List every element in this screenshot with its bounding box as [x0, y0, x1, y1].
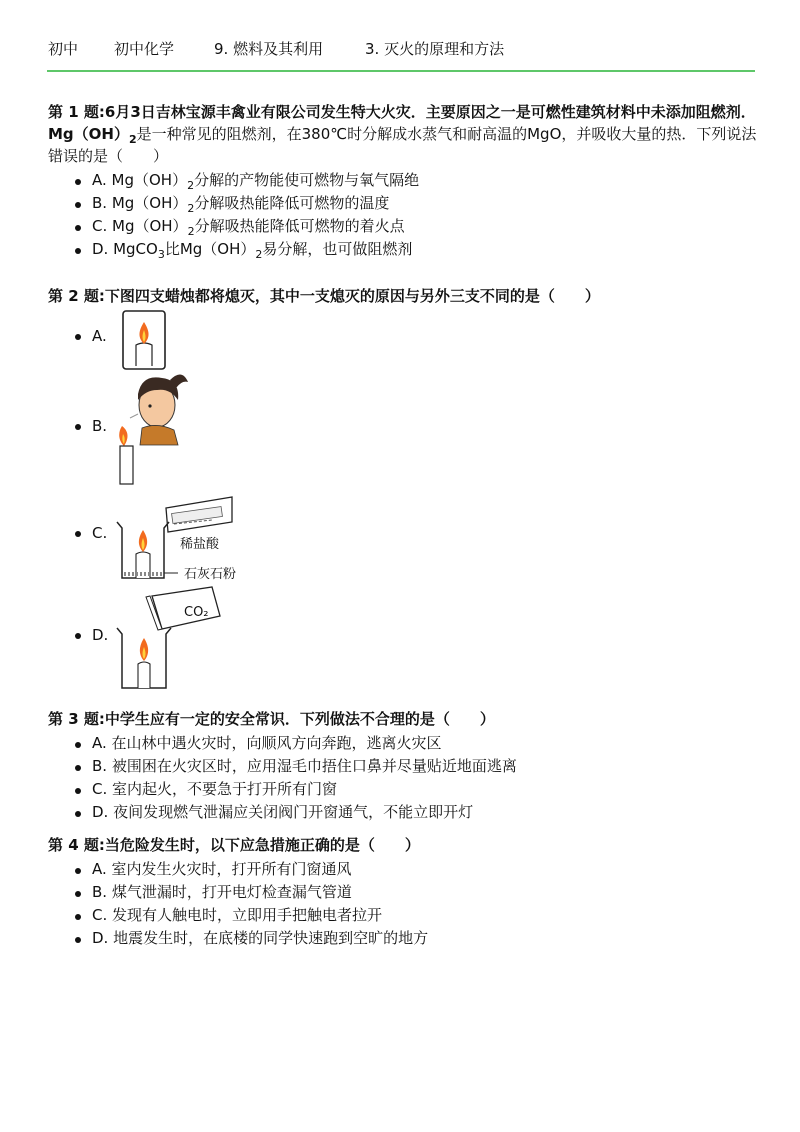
acid-on-limestone-figure: [112, 492, 262, 584]
bullet: [75, 531, 81, 537]
person-blowing-candle-figure: [112, 370, 197, 488]
option-b[interactable]: B. 煤气泄漏时，打开电灯检查漏气管道: [48, 881, 758, 904]
bullet: [75, 424, 81, 430]
option-sub: 3: [157, 248, 165, 261]
question-1-text-b: 是一种常见的阻燃剂，在380℃时分解成水蒸气和耐高温的MgO，并吸收大量的热．下列说法错误的是（ ）: [48, 125, 757, 165]
question-2-label: 第 2 题:: [48, 287, 105, 305]
bullet: [75, 334, 81, 340]
option-text: 分解吸热能降低可燃物的温度: [194, 194, 390, 212]
option-text: B. Mg（OH）: [92, 194, 188, 212]
option-text: 分解吸热能降低可燃物的着火点: [194, 217, 405, 235]
question-3-stem: [48, 708, 758, 730]
option-a[interactable]: A. 室内发生火灾时，打开所有门窗通风: [48, 858, 758, 881]
option-text: 易分解，也可做阻燃剂: [262, 240, 413, 258]
option-sub: 2: [187, 202, 195, 215]
option-text: A. Mg（OH）: [92, 171, 188, 189]
question-4-options: [48, 858, 758, 950]
option-sub: 2: [187, 179, 195, 192]
breadcrumb-level[interactable]: 初中: [48, 40, 79, 58]
option-letter: A.: [92, 327, 107, 345]
option-d[interactable]: D. 地震发生时，在底楼的同学快速跑到空旷的地方: [48, 927, 758, 950]
breadcrumb-section[interactable]: 3. 灭火的原理和方法: [365, 40, 505, 58]
option-c[interactable]: [48, 215, 758, 238]
question-2-stem: [48, 285, 758, 307]
option-letter: B.: [92, 417, 108, 435]
option-c[interactable]: C. 室内起火，不要急于打开所有门窗: [48, 778, 758, 801]
option-sub: 2: [187, 225, 195, 238]
question-2: [48, 285, 758, 307]
option-a[interactable]: [48, 169, 758, 192]
option-letter: D.: [92, 626, 109, 644]
bullet: [75, 633, 81, 639]
option-sub: 2: [255, 248, 263, 261]
option-d[interactable]: D. 夜间发现燃气泄漏应关闭阀门开窗通气，不能立即开灯: [48, 801, 758, 824]
option-letter: C.: [92, 524, 108, 542]
question-2-text: 下图四支蜡烛都将熄灭，其中一支熄灭的原因与另外三支不同的是（ ）: [104, 287, 600, 305]
question-1-stem: [48, 101, 758, 167]
question-4-text: 当危险发生时，以下应急措施正确的是（ ）: [104, 836, 420, 854]
header-divider: [47, 70, 755, 72]
option-b[interactable]: B. 被围困在火灾区时，应用湿毛巾捂住口鼻并尽量贴近地面逃离: [48, 755, 758, 778]
question-1-label: 第 1 题:: [48, 103, 105, 121]
option-text: C. Mg（OH）: [92, 217, 188, 235]
question-1: [48, 101, 758, 261]
fig-c-label-acid: 稀盐酸: [180, 537, 220, 552]
question-4-label: 第 4 题:: [48, 836, 105, 854]
question-4: [48, 834, 758, 950]
candle-under-jar-figure: [120, 308, 170, 373]
option-a[interactable]: A. 在山林中遇火灾时，向顺风方向奔跑，逃离火灾区: [48, 732, 758, 755]
question-4-stem: [48, 834, 758, 856]
fig-c-label-limestone: 石灰石粉: [184, 567, 237, 582]
question-1-options: [48, 169, 758, 261]
question-3-label: 第 3 题:: [48, 710, 105, 728]
option-text: 比Mg（OH）: [164, 240, 256, 258]
option-b[interactable]: [48, 192, 758, 215]
option-text: D. MgCO: [92, 240, 158, 258]
option-d[interactable]: [48, 238, 758, 261]
breadcrumb-subject[interactable]: 初中化学: [114, 40, 175, 58]
breadcrumb-chapter[interactable]: 9. 燃料及其利用: [214, 40, 324, 58]
fig-d-label-co2: CO₂: [184, 605, 209, 620]
co2-pour-figure: [112, 586, 232, 692]
question-3: [48, 708, 758, 824]
question-1-text-sub: 2: [128, 133, 137, 146]
option-c[interactable]: C. 发现有人触电时，立即用手把触电者拉开: [48, 904, 758, 927]
question-1-text-a: 6月3日吉林宝源丰禽业有限公司发生特大火灾．主要原因之一是可燃性建筑材料中未添加阻燃剂．Mg（OH）: [48, 103, 756, 143]
question-3-text: 中学生应有一定的安全常识．下列做法不合理的是（ ）: [104, 710, 495, 728]
option-text: 分解的产物能使可燃物与氧气隔绝: [194, 171, 420, 189]
question-3-options: [48, 732, 758, 824]
